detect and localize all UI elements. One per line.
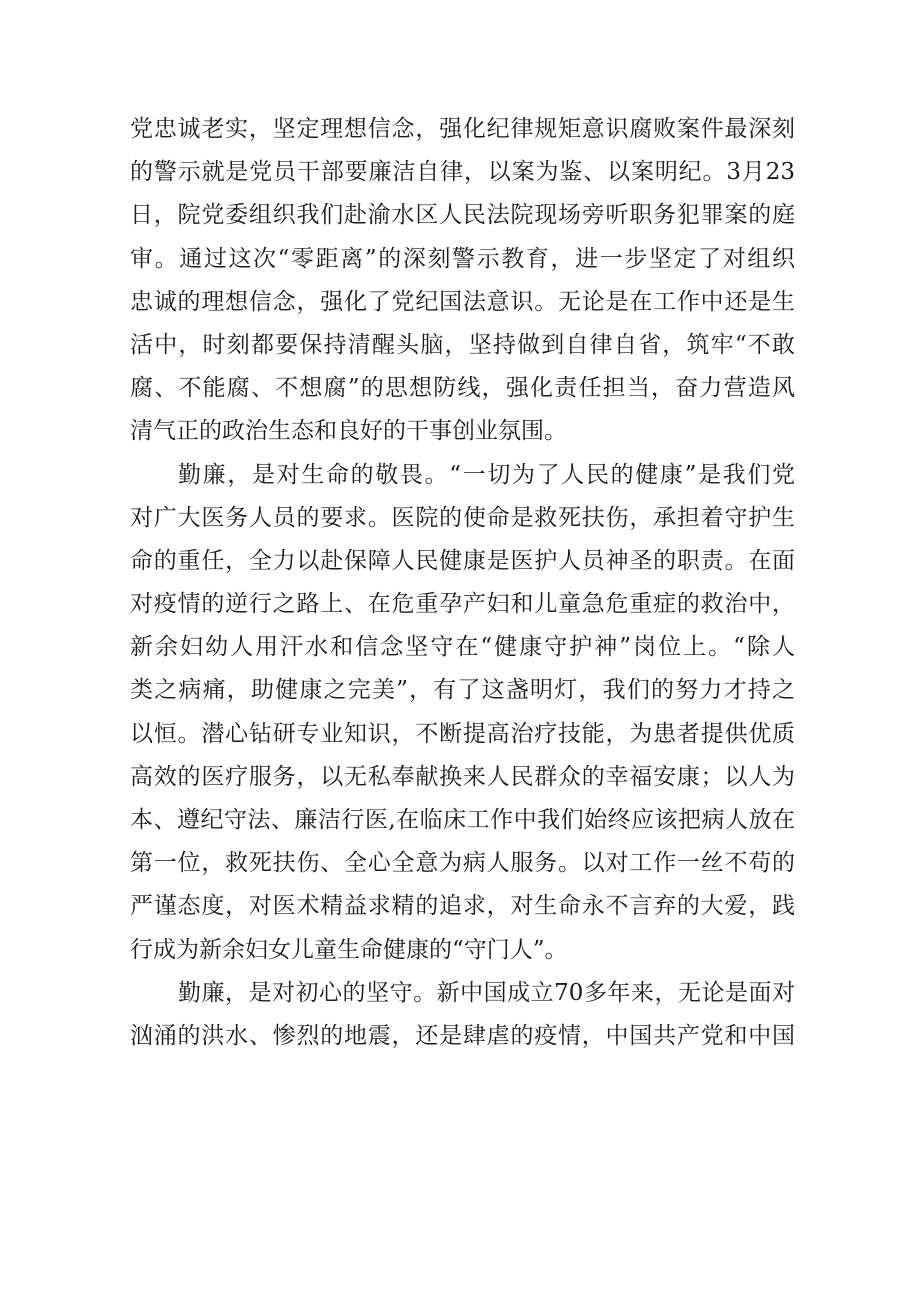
text-line: 第一位，救死扶伤、全心全意为病人服务。以对工作一丝不苟的 [130,850,795,877]
text-line: 严谨态度，对医术精益求精的追求，对生命永不言弃的大爱，践 [130,893,795,920]
document-body [130,108,795,1058]
text-line: 日，院党委组织我们赴渝水区人民法院现场旁听职务犯罪案的庭 [130,202,795,229]
text-line: 新余妇幼人用汗水和信念坚守在“健康守护神”岗位上。“除人 [130,634,795,661]
text-line: 党忠诚老实，坚定理想信念，强化纪律规矩意识腐败案件最深刻 [130,116,795,142]
text-line: 对疫情的逆行之路上、在危重孕产妇和儿童急危重症的救治中， [130,591,795,618]
paragraph [130,454,795,972]
text-line: 勤廉，是对初心的坚守。新中国成立70多年来，无论是面对 [178,979,795,1006]
text-line: 汹涌的洪水、惨烈的地震，还是肆虐的疫情，中国共产党和中国 [130,1022,795,1049]
text-line: 审。通过这次“零距离”的深刻警示教育，进一步坚定了对组织 [130,245,795,272]
paragraph [130,108,795,454]
text-line: 腐、不能腐、不想腐”的思想防线，强化责任担当，奋力营造风 [130,375,795,402]
paragraph [130,972,795,1058]
text-line: 以恒。潜心钻研专业知识，不断提高治疗技能，为患者提供优质 [130,720,795,747]
text-line: 行成为新余妇女儿童生命健康的“守门人”。 [130,936,568,963]
text-line: 的警示就是党员干部要廉洁自律，以案为鉴、以案明纪。3月23 [130,159,795,186]
text-line: 忠诚的理想信念，强化了党纪国法意识。无论是在工作中还是生 [130,288,795,315]
text-line: 活中，时刻都要保持清醒头脑，坚持做到自律自省，筑牢“不敢 [130,331,795,358]
text-line: 对广大医务人员的要求。医院的使命是救死扶伤，承担着守护生 [130,504,795,531]
text-line: 本、遵纪守法、廉洁行医,在临床工作中我们始终应该把病人放在 [130,807,795,833]
text-line: 高效的医疗服务，以无私奉献换来人民群众的幸福安康；以人为 [130,763,795,790]
text-line: 清气正的政治生态和良好的干事创业氛围。 [130,418,567,445]
text-line: 勤廉，是对生命的敬畏。“一切为了人民的健康”是我们党 [178,461,795,488]
text-line: 命的重任，全力以赴保障人民健康是医护人员神圣的职责。在面 [130,547,795,574]
text-line: 类之病痛，助健康之完美”，有了这盏明灯，我们的努力才持之 [130,677,795,704]
